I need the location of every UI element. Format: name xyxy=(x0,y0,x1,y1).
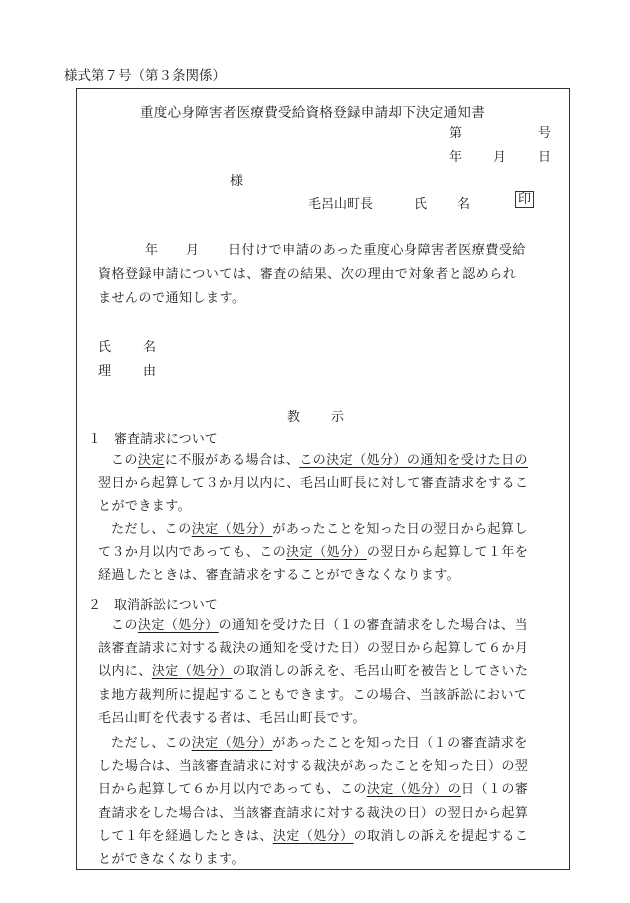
notice-line-3: ませんので通知します。 xyxy=(98,291,246,306)
s2p2-line-4: 査請求をした場合は、当該審査請求に対する裁決の日）の翌日から起算 xyxy=(98,805,529,821)
field-name-mei: 名 xyxy=(143,340,157,355)
s1p2-line-3: 経過したときは、審査請求をすることができなくなります。 xyxy=(98,568,461,584)
kyoji-ji: 示 xyxy=(331,410,345,425)
s1p1-text-2: に不服がある場合は、 xyxy=(164,453,300,468)
s2p2-l3-text-2: 日（１の審 xyxy=(461,782,529,798)
s2p2-l3-underline: 決定（処分）の xyxy=(366,782,462,798)
s2p1-text: この xyxy=(111,618,138,633)
s2p1-line-5: 毛呂山町を代表する者は、毛呂山町長です。 xyxy=(98,710,366,726)
s2p2-l5-underline: 決定（処分） xyxy=(272,828,354,844)
s2p2-line-2: した場合は、当該審査請求に対する裁決があったことを知った日）の翌 xyxy=(98,759,529,775)
section-1-title: １ 審査請求について xyxy=(88,432,218,447)
s1p2-underline-1: 決定（処分） xyxy=(191,522,273,537)
notice-line-1: 日付けで申請のあった重度心身障害者医療費受給 xyxy=(228,243,526,258)
section-1-paragraph-2 xyxy=(98,518,566,588)
s2p1-line-2: 該審査請求に対する裁決の通知を受けた日）の翌日から起算して６か月 xyxy=(98,641,529,657)
issuer-name: 毛呂山町長 xyxy=(308,197,374,212)
s2p1-l3-underline: 決定（処分） xyxy=(151,664,233,680)
doc-number-go: 号 xyxy=(538,126,552,141)
s1p1-underline-1: 決定 xyxy=(137,453,165,468)
s1p1-line-2: 翌日から起算して３か月以内に、毛呂山町長に対して審査請求をするこ xyxy=(98,476,529,492)
s2p1-line-4: ま地方裁判所に提起することもできます。この場合、当該訴訟において xyxy=(98,687,528,703)
issuer-shi: 氏 xyxy=(414,197,428,212)
date-day: 日 xyxy=(538,150,552,165)
field-reason-yu: 由 xyxy=(143,364,157,379)
section-2-paragraph-1 xyxy=(98,614,566,730)
s2p1-text-2: の通知を受けた日（１の審査請求をした場合は、当 xyxy=(218,618,528,633)
notice-line-2: 資格登録申請については、審査の結果、次の理由で対象者と認められ xyxy=(98,267,517,282)
issuer-mei: 名 xyxy=(457,197,471,212)
s1p1-text: この xyxy=(111,453,138,468)
s1p1-line-3: とができます。 xyxy=(98,499,192,515)
s2p2-line-6: とができなくなります。 xyxy=(98,852,245,868)
seal-text: 印 xyxy=(515,191,534,208)
date-year: 年 xyxy=(449,150,463,165)
section-2-paragraph-2 xyxy=(98,732,566,871)
doc-number-dai: 第 xyxy=(449,126,463,141)
s2p2-text-2: があったことを知った日（１の審査請求を xyxy=(272,736,528,751)
s1p2-l2-text: て３か月以内であっても、この xyxy=(98,545,287,561)
field-name-shi: 氏 xyxy=(98,340,112,355)
addressee-suffix: 様 xyxy=(230,174,244,189)
field-reason-ri: 理 xyxy=(98,364,112,379)
s2p2-underline-1: 決定（処分） xyxy=(191,736,273,751)
kyoji-kyo: 教 xyxy=(287,410,301,425)
s1p2-text: ただし、この xyxy=(111,522,192,537)
s2p2-l5-text-2: の取消しの訴えを提起するこ xyxy=(353,828,529,844)
s2p2-l5-text: して１年を経過したときは、 xyxy=(98,828,273,844)
date-month: 月 xyxy=(493,150,507,165)
s1p2-l2-underline: 決定（処分） xyxy=(286,545,367,561)
s2p1-l3-text: 以内に、 xyxy=(98,664,152,680)
s1p2-l2-text-2: の翌日から起算して１年を xyxy=(366,545,529,561)
document-title: 重度心身障害者医療費受給資格登録申請却下決定通知書 xyxy=(140,105,485,121)
s2p2-text: ただし、この xyxy=(111,736,192,751)
s1p2-text-2: があったことを知った日の翌日から起算し xyxy=(272,522,528,537)
section-1-paragraph-1 xyxy=(98,449,566,519)
s2p1-underline-1: 決定（処分） xyxy=(137,618,219,633)
seal-mark xyxy=(515,191,534,208)
notice-date-year: 年 xyxy=(145,243,159,258)
s2p2-l3-text: 日から起算して６か月以内であっても、この xyxy=(98,782,367,798)
notice-date-month: 月 xyxy=(186,243,200,258)
s1p1-underline-2: この決定（処分）の通知を受けた日の xyxy=(299,453,528,468)
form-number: 様式第７号（第３条関係） xyxy=(64,68,226,84)
section-2-title: ２ 取消訴訟について xyxy=(88,598,218,613)
s2p1-l3-text-2: の取消しの訴えを、毛呂山町を被告としてさいた xyxy=(232,664,529,680)
